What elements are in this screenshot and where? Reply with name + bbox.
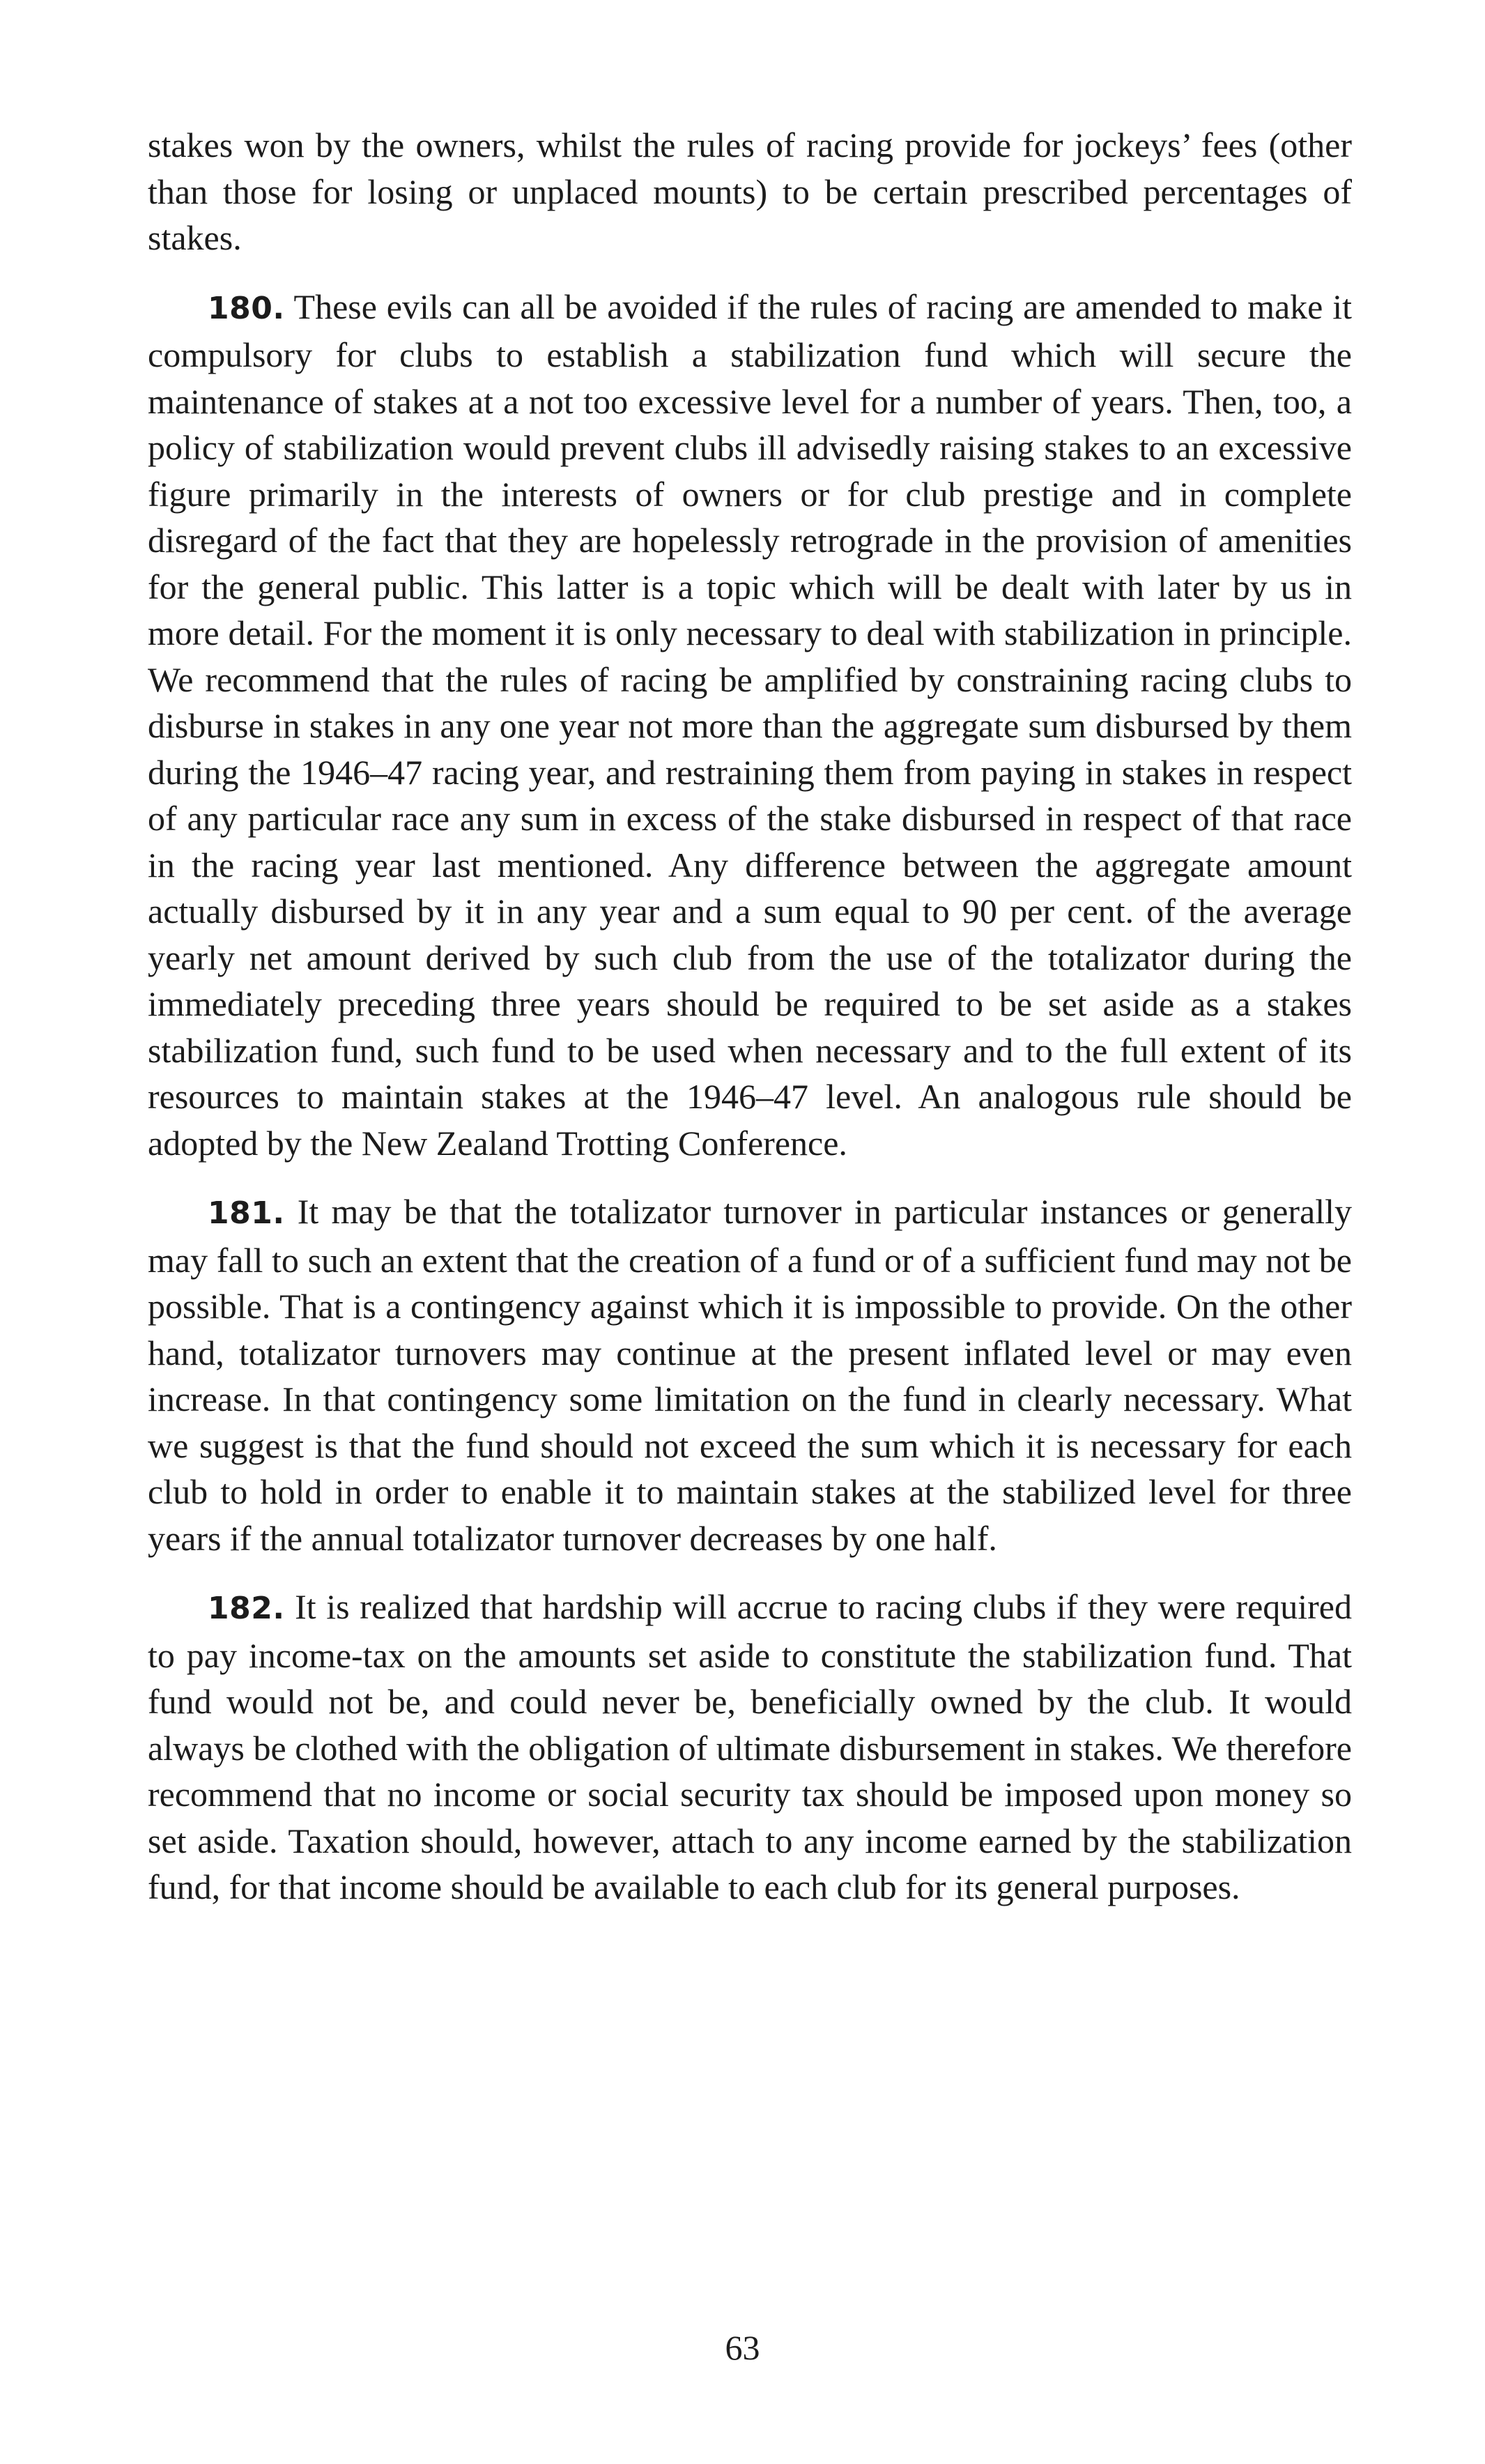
- paragraph-number: 181.: [208, 1195, 285, 1231]
- paragraph-number: 180.: [208, 290, 285, 326]
- paragraph-182: [148, 1584, 1352, 1911]
- paragraph-continuation: [148, 122, 1352, 261]
- paragraph-181: [148, 1188, 1352, 1561]
- paragraph-text: stakes won by the owners, whilst the rules of racing provide for jockeys’ fees (other than those for losing or unplaced mounts) to be certain prescribed percentages of stakes.: [148, 125, 1352, 257]
- paragraph-180: [148, 284, 1352, 1167]
- paragraph-number: 182.: [208, 1591, 285, 1626]
- paragraph-text: It is realized that hardship will accrue to racing clubs if they were required to pay income-tax on the amounts set aside to constitute the stabilization fund. That fund would not be, and could never be, beneficially owned by the club. It would always be clothed with the obligation of ultimate disbursement in stakes. We therefore recommend that no income or social security tax should be imposed upon money so set aside. Taxation should, however, attach to any income earned by the stabilization fund, for that income should be available to each club for its general purposes.: [148, 1587, 1352, 1906]
- page-body: [148, 122, 1352, 1933]
- paragraph-text: It may be that the totalizator turnover in particular instances or generally may fall to such an extent that the creation of a fund or of a sufficient fund may not be possible. That is a contingency against which it is impossible to provide. On the other hand, totalizator turnovers may continue at the present inflated level or may even increase. In that contingency some limitation on the fund in clearly necessary. What we suggest is that the fund should not exceed the sum which it is necessary for each club to hold in order to enable it to maintain stakes at the stabilized level for three years if the annual totalizator turnover decreases by one half.: [148, 1192, 1352, 1558]
- page-number: 63: [725, 2328, 760, 2367]
- paragraph-text: These evils can all be avoided if the rules of racing are amended to make it compulsory for clubs to establish a stabilization fund which will secure the maintenance of stakes at a not too excessive level for a number of years. Then, too, a policy of stabilization would prevent clubs ill advisedly raising stakes to an excessive figure primarily in the interests of owners or for club prestige and in complete disregard of the fact that they are hopelessly retrograde in the provision of amenities for the general public. This latter is a topic which will be dealt with later by us in more detail. For the moment it is only necessary to deal with stabilization in principle. We recommend that the rules of racing be amplified by constraining racing clubs to disburse in stakes in any one year not more than the aggregate sum disbursed by them during the 1946–47 racing year, and restraining them from paying in stakes in respect of any particular race any sum in excess of the stake disbursed in respect of that race in the racing year last mentioned. Any difference between the aggregate amount actually disbursed by it in any year and a sum equal to 90 per cent. of the average yearly net amount derived by such club from the use of the totalizator during the immediately preceding three years should be required to be set aside as a stakes stabilization fund, such fund to be used when necessary and to the full extent of its resources to maintain stakes at the 1946–47 level. An analogous rule should be adopted by the New Zealand Trotting Conference.: [148, 286, 1352, 1163]
